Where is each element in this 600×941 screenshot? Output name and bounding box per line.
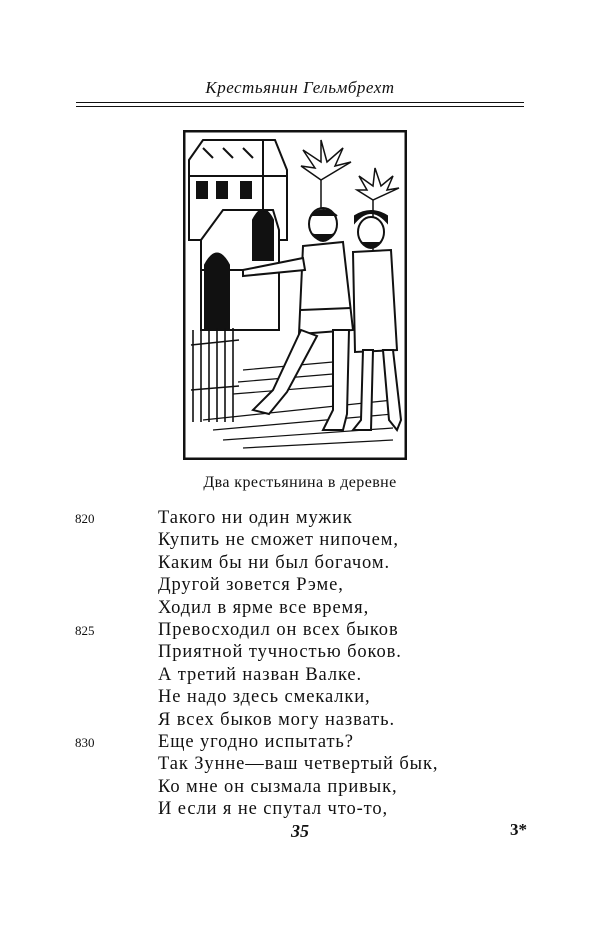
verse-text: Купить не сможет нипочем, [158, 530, 399, 551]
header-rule-top [76, 102, 524, 103]
line-number: 820 [75, 511, 95, 526]
line-number: 825 [75, 622, 95, 638]
header-rule-bottom [76, 106, 524, 107]
verse-line [0, 710, 600, 732]
verse-text: Превосходил он всех быков [158, 619, 399, 640]
verse-text: А третий назван Валке. [158, 664, 363, 685]
verse-line [0, 665, 600, 687]
verse-line [0, 575, 600, 597]
running-header: Крестьянин Гельмбрехт [205, 78, 395, 97]
verse-line [0, 642, 600, 664]
verse-line [0, 687, 600, 709]
verse-line [0, 620, 600, 642]
verse-line [0, 754, 600, 776]
woodcut-illustration [183, 130, 407, 460]
verse-line [0, 530, 600, 552]
verse-line [0, 777, 600, 799]
line-number: 830 [75, 734, 95, 750]
page-number: 35 [291, 821, 309, 841]
verse-line [0, 598, 600, 620]
verse-line [0, 553, 600, 575]
verse-block [0, 508, 600, 821]
verse-line [0, 732, 600, 754]
verse-text: И если я не спутал что-то, [158, 799, 389, 820]
verse-text: Другой зовется Рэме, [158, 575, 344, 596]
verse-text: Приятной тучностью боков. [158, 642, 402, 663]
verse-text: Такого ни один мужик [158, 508, 353, 528]
verse-line [0, 508, 600, 530]
verse-text: Я всех быков могу назвать. [158, 709, 395, 730]
verse-text: Еще угодно испытать? [158, 731, 354, 752]
verse-line [0, 799, 600, 821]
verse-text: Так Зунне—ваш четвертый бык, [158, 754, 439, 775]
verse-text: Ко мне он сызмала привык, [158, 776, 398, 797]
figure-caption: Два крестьянина в деревне [203, 474, 397, 491]
verse-text: Каким бы ни был богачом. [158, 552, 390, 573]
signature-mark: 3* [510, 820, 527, 839]
verse-text: Ходил в ярме все время, [158, 597, 370, 618]
verse-text: Не надо здесь смекалки, [158, 687, 371, 708]
